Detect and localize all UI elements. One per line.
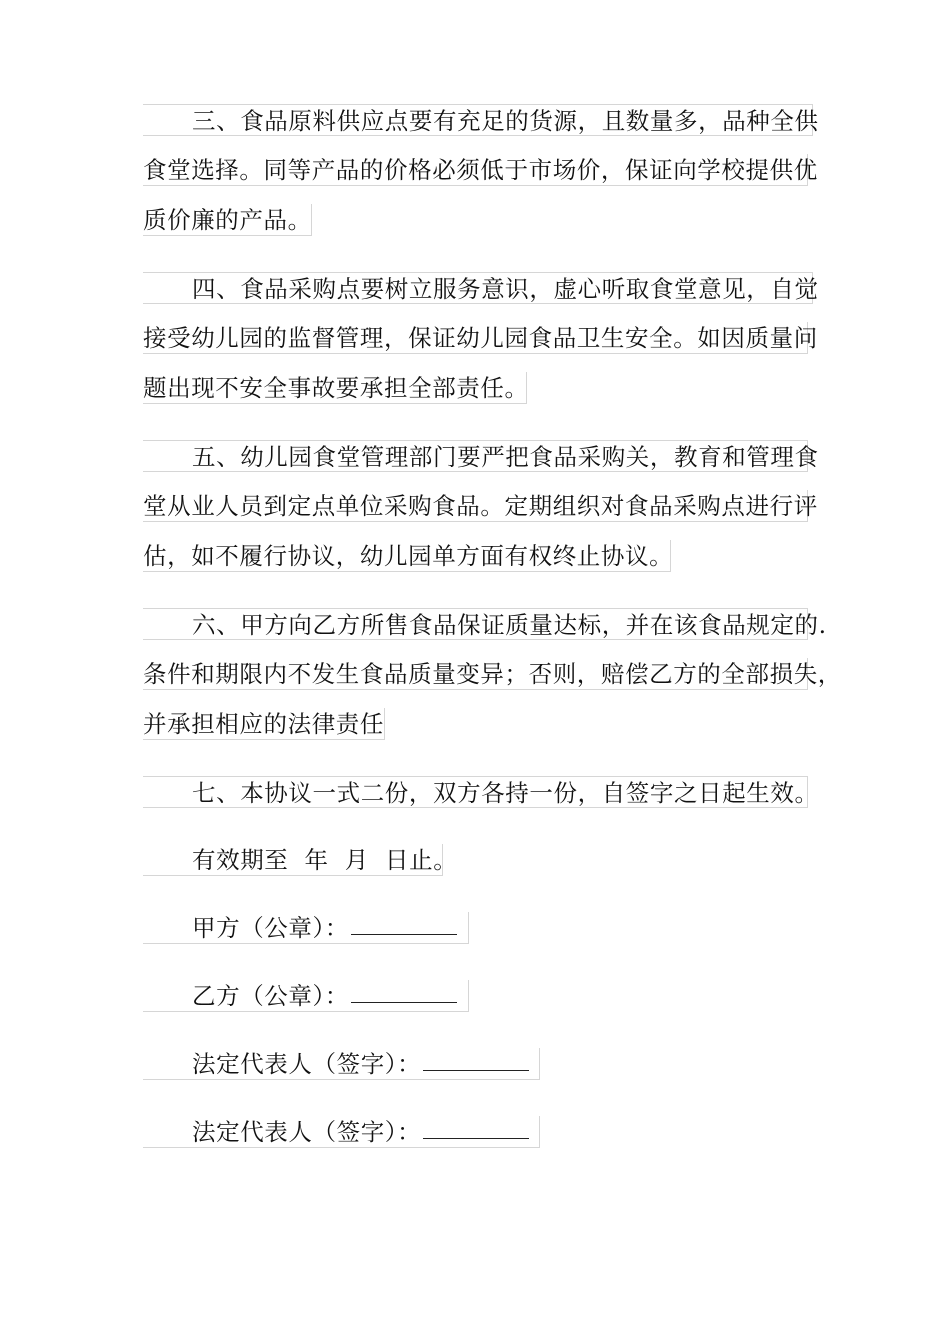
legal-rep-signature-2-label: 法定代表人（签字）： (192, 1118, 422, 1146)
clause-6-line-2: 条件和期限内不发生食品质量变异；否则，赔偿乙方的全部损失， (143, 660, 842, 688)
legal-rep-signature-1-label: 法定代表人（签字）： (192, 1050, 422, 1078)
clause-3-line-2: 食堂选择。同等产品的价格必须低于市场价，保证向学校提供优 (143, 156, 818, 184)
clause-3-line-1: 三、食品原料供应点要有充足的货源，且数量多，品种全供 (143, 104, 813, 136)
legal-rep-signature-1-line (143, 1048, 540, 1080)
party-b-seal-blank[interactable] (351, 980, 457, 1003)
clause-5-line-1: 五、幼儿园食堂管理部门要严把食品采购关，教育和管理食 (143, 440, 808, 472)
clause-6-line-1: 六、甲方向乙方所售食品保证质量达标，并在该食品规定的. (143, 608, 808, 640)
party-b-seal-label: 乙方（公章）： (192, 982, 349, 1010)
clause-5-line-3: 估，如不履行协议，幼儿园单方面有权终止协议。 (143, 542, 674, 570)
legal-rep-signature-2-line (143, 1116, 540, 1148)
clause-7-line-1: 七、本协议一式二份，双方各持一份，自签字之日起生效。 (143, 776, 808, 808)
legal-rep-signature-1-blank[interactable] (423, 1048, 529, 1071)
party-b-seal-line (143, 980, 469, 1012)
validity-line: 有效期至 年 月 日止。 (143, 844, 443, 876)
clause-5-line-2: 堂从业人员到定点单位采购食品。定期组织对食品采购点进行评 (143, 492, 818, 520)
legal-rep-signature-2-blank[interactable] (423, 1116, 529, 1139)
party-a-seal-label: 甲方（公章）： (192, 914, 349, 942)
clause-3-line-3: 质价廉的产品。 (143, 206, 312, 234)
clause-4-line-1: 四、食品采购点要树立服务意识，虚心听取食堂意见，自觉 (143, 272, 813, 304)
clause-6-line-3: 并承担相应的法律责任 (143, 710, 384, 738)
clause-4-line-3: 题出现不安全事故要承担全部责任。 (143, 374, 529, 402)
clause-4-line-2: 接受幼儿园的监督管理，保证幼儿园食品卫生安全。如因质量问 (143, 324, 818, 352)
party-a-seal-blank[interactable] (351, 912, 457, 935)
party-a-seal-line (143, 912, 469, 944)
